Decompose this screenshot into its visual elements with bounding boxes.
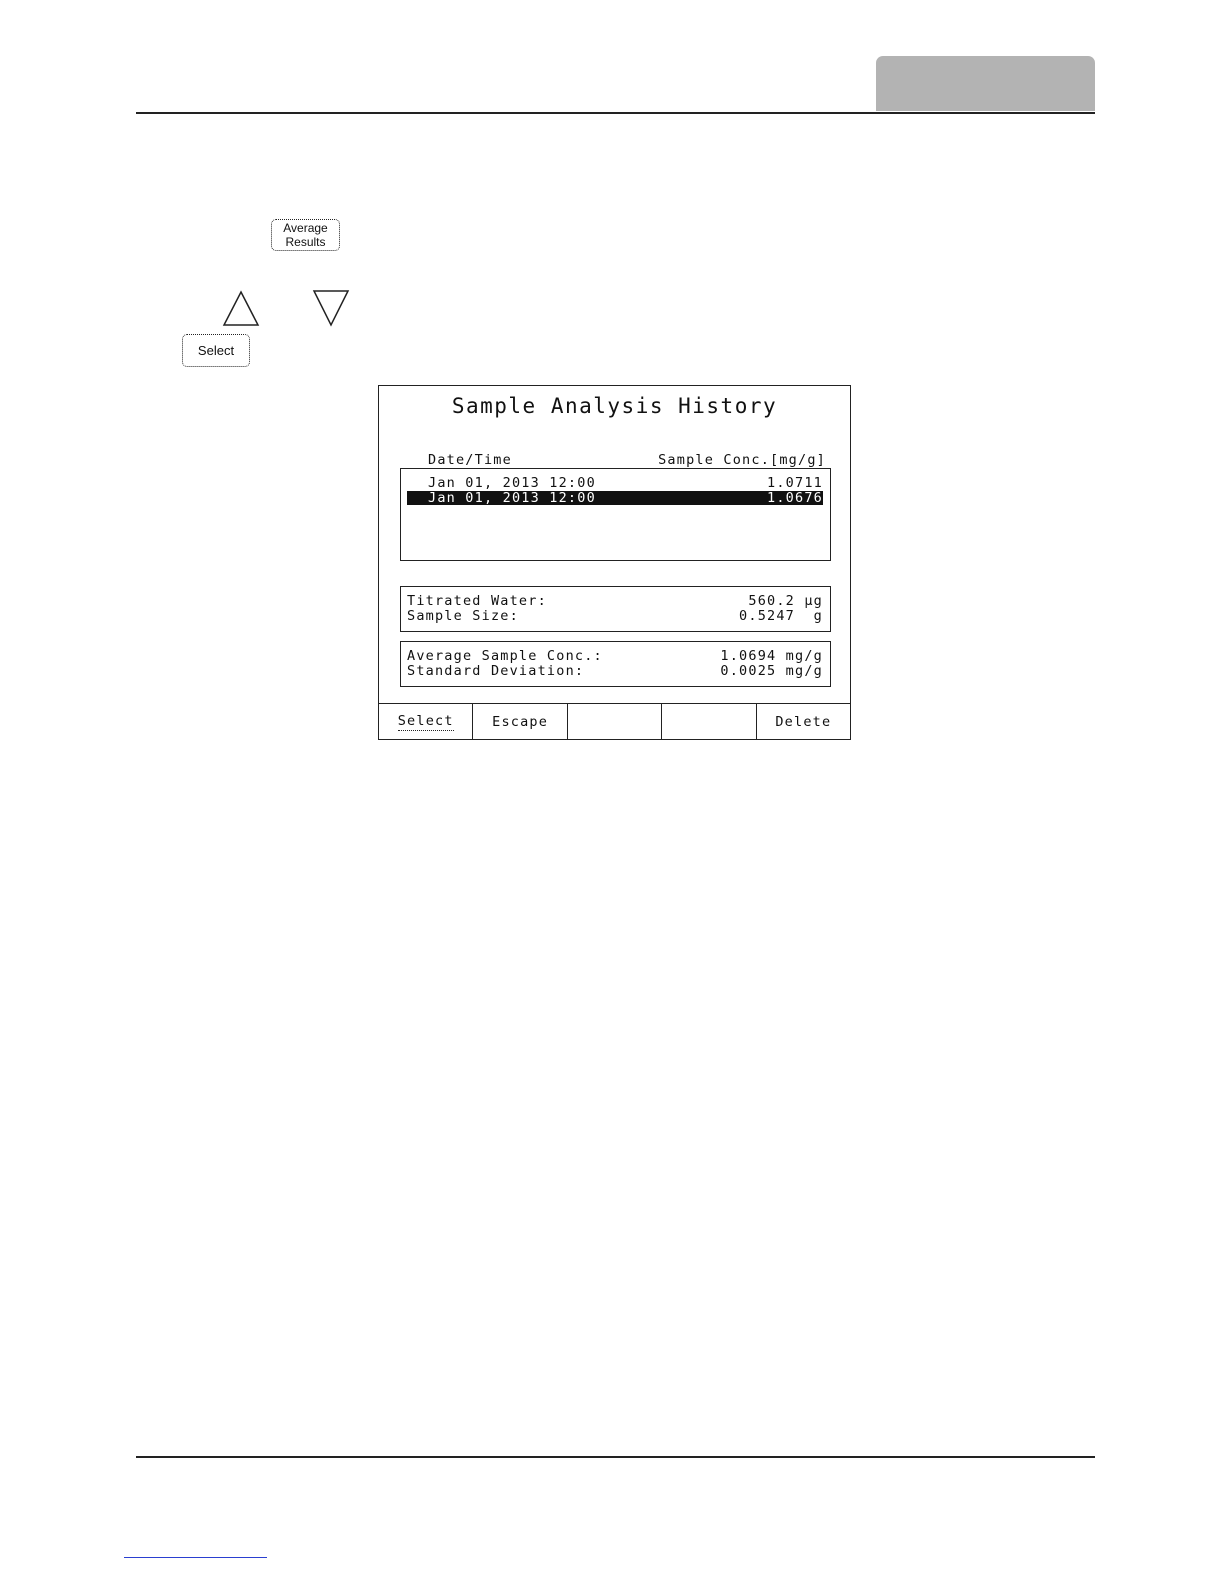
entry-date: Jan 01, 2013 12:00: [428, 490, 596, 506]
titrated-water-label: Titrated Water:: [407, 593, 547, 609]
arrow-down-icon[interactable]: [312, 289, 350, 327]
entry-value: 1.0711: [767, 475, 823, 491]
footer-link-underline[interactable]: [124, 1557, 267, 1558]
sample-analysis-history-screen: [378, 385, 851, 740]
screen-title: Sample Analysis History: [451, 394, 778, 418]
select-key[interactable]: Select: [182, 334, 250, 367]
titrated-water-value: 560.2 µg: [748, 593, 823, 609]
header-tab: [876, 56, 1095, 111]
sample-size-value: 0.5247 g: [739, 608, 823, 624]
average-conc-value: 1.0694 mg/g: [720, 648, 823, 664]
entry-value: 1.0676: [767, 490, 823, 506]
history-list: [400, 468, 831, 561]
entry-date: Jan 01, 2013 12:00: [428, 475, 596, 491]
average-panel: [400, 641, 831, 687]
softkey-bar: [379, 703, 850, 739]
softkey-blank-4[interactable]: [662, 704, 756, 739]
std-deviation-label: Standard Deviation:: [407, 663, 585, 679]
softkey-select[interactable]: Select: [379, 704, 473, 739]
header-rule: [136, 112, 1095, 114]
arrow-up-icon[interactable]: [222, 290, 260, 327]
softkey-escape[interactable]: Escape: [473, 704, 567, 739]
column-header-date: Date/Time: [428, 452, 512, 468]
softkey-blank-3[interactable]: [568, 704, 662, 739]
sample-size-label: Sample Size:: [407, 608, 519, 624]
softkey-delete[interactable]: Delete: [775, 713, 832, 730]
average-results-key[interactable]: Average Results: [271, 219, 340, 251]
footer-rule: [136, 1456, 1095, 1458]
sample-info-panel: [400, 586, 831, 632]
column-header-conc: Sample Conc.[mg/g]: [658, 452, 826, 468]
average-conc-label: Average Sample Conc.:: [407, 648, 603, 664]
list-item[interactable]: [407, 476, 823, 490]
std-deviation-value: 0.0025 mg/g: [720, 663, 823, 679]
list-item-selected[interactable]: [407, 491, 823, 505]
